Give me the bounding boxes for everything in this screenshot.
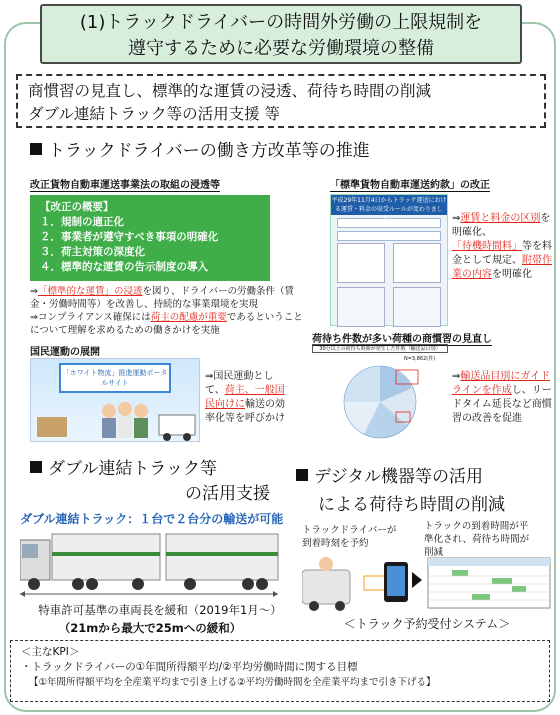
double-truck-caption: ダブル連結トラック：１台で２台分の輸送が可能 — [20, 512, 284, 526]
law-item: ３．荷主対策の深度化 — [40, 246, 145, 258]
section2-heading-line2: の活用支援 — [185, 484, 270, 504]
page-title — [40, 4, 522, 64]
kpi-line-3: 【①年間所得額平均を全産業平均まで引き上げる②平均労働時間を全産業平均まで引き下げる】 — [29, 677, 436, 688]
pie-chart-icon — [312, 344, 448, 444]
kpi-box — [10, 640, 550, 702]
reservation-text-right: トラックの到着時間が平 準化され、荷待ち時間が 削減 — [424, 521, 530, 558]
title-line-2: 遵守するために必要な労働環境の整備 — [128, 38, 434, 59]
law-item: ２．事業者が遵守すべき事項の明確化 — [40, 231, 219, 243]
square-bullet-icon — [30, 143, 42, 155]
kpi-line-2: ・トラックドライバーの①年間所得額平均/②平均労働時間に関する目標 — [21, 661, 358, 673]
pie-count: N=3,862(件) — [404, 356, 436, 362]
law-item: ４．標準的な運賃の告示制度の導入 — [40, 261, 208, 273]
square-bullet-icon — [296, 469, 308, 481]
double-truck-note-1: 特車許可基準の車両長を緩和（2019年1月～） — [38, 603, 282, 617]
law-box-title: 【改正の概要】 — [40, 201, 114, 213]
kpi-line-1: ＜主なKPI＞ — [21, 646, 80, 658]
contract-leaflet-image — [330, 194, 448, 326]
double-truck-note-2: （21mから最大で25mへの緩和） — [58, 621, 242, 635]
leaflet-title: 平成29年11月4日からトラック運送における運賃・料金の収受ルールが変わりました。 — [331, 197, 447, 222]
pie-title: 30分以上の荷待ち時間が発生した件数（輸送品目別） — [312, 344, 448, 353]
contract-heading: 「標準貨物自動車運送約款」の改正 — [330, 176, 490, 192]
workers-truck-illustration — [31, 359, 201, 443]
reservation-system-label: ＜トラック予約受付システム＞ — [343, 617, 511, 631]
law-item: １．規制の適正化 — [40, 216, 124, 228]
waiting-heading: 荷待ち件数が多い荷種の商慣習の見直し — [312, 330, 492, 346]
reservation-system-illustration — [302, 556, 552, 614]
title-line-1: (1)トラックドライバーの時間外労働の上限規制を — [79, 12, 483, 33]
section2-heading-line1: ダブル連結トラック等 — [30, 458, 217, 480]
summary-line-2: ダブル連結トラック等の活用支援 等 — [28, 105, 280, 123]
double-truck-image — [20, 528, 280, 598]
portal-title: 「ホワイト物流」推進運動ポータルサイト — [59, 363, 171, 393]
movement-heading: 国民運動の展開 — [30, 347, 100, 358]
summary-line-1: 商慣習の見直し、標準的な運賃の浸透、荷待ち時間の削減 — [28, 82, 432, 100]
contract-text: ⇒運賃と料金の区別を明確化、「待機時間料」等を料金として規定、附帯作業の内容を明確化 — [452, 213, 552, 280]
law-heading: 改正貨物自動車運送事業法の取組の浸透等 — [30, 176, 220, 192]
section3-heading-line2: による荷待ち時間の削減 — [318, 495, 505, 515]
waiting-pie-figure — [312, 344, 448, 444]
reservation-text-left: トラックドライバーが 到着時刻を予約 — [302, 525, 397, 549]
section3-heading-line1: デジタル機器等の活用 — [296, 466, 483, 488]
section1-heading: トラックドライバーの働き方改革等の推進 — [30, 140, 370, 162]
summary-box — [16, 74, 546, 128]
portal-site-image — [30, 358, 200, 442]
movement-text: ⇒国民運動として、荷主、一般国民向けに輸送の効率化等を呼びかけ — [205, 371, 285, 424]
law-summary-box — [30, 195, 270, 281]
law-text-2: ⇒コンプライアンス確保には荷主の配慮が重要であるということについて理解を求めるための働きかけを実施 — [30, 312, 303, 336]
law-text-1: ⇒「標準的な運賃」の浸透を図り、ドライバーの労働条件（賃金・労働時間等）を改善し、持続的な事業環境を実現 — [30, 286, 295, 310]
square-bullet-icon — [30, 461, 42, 473]
waiting-text: ⇒輸送品目別にガイドラインを作成し、リードタイム延長など商慣習の改善を促進 — [452, 371, 552, 424]
